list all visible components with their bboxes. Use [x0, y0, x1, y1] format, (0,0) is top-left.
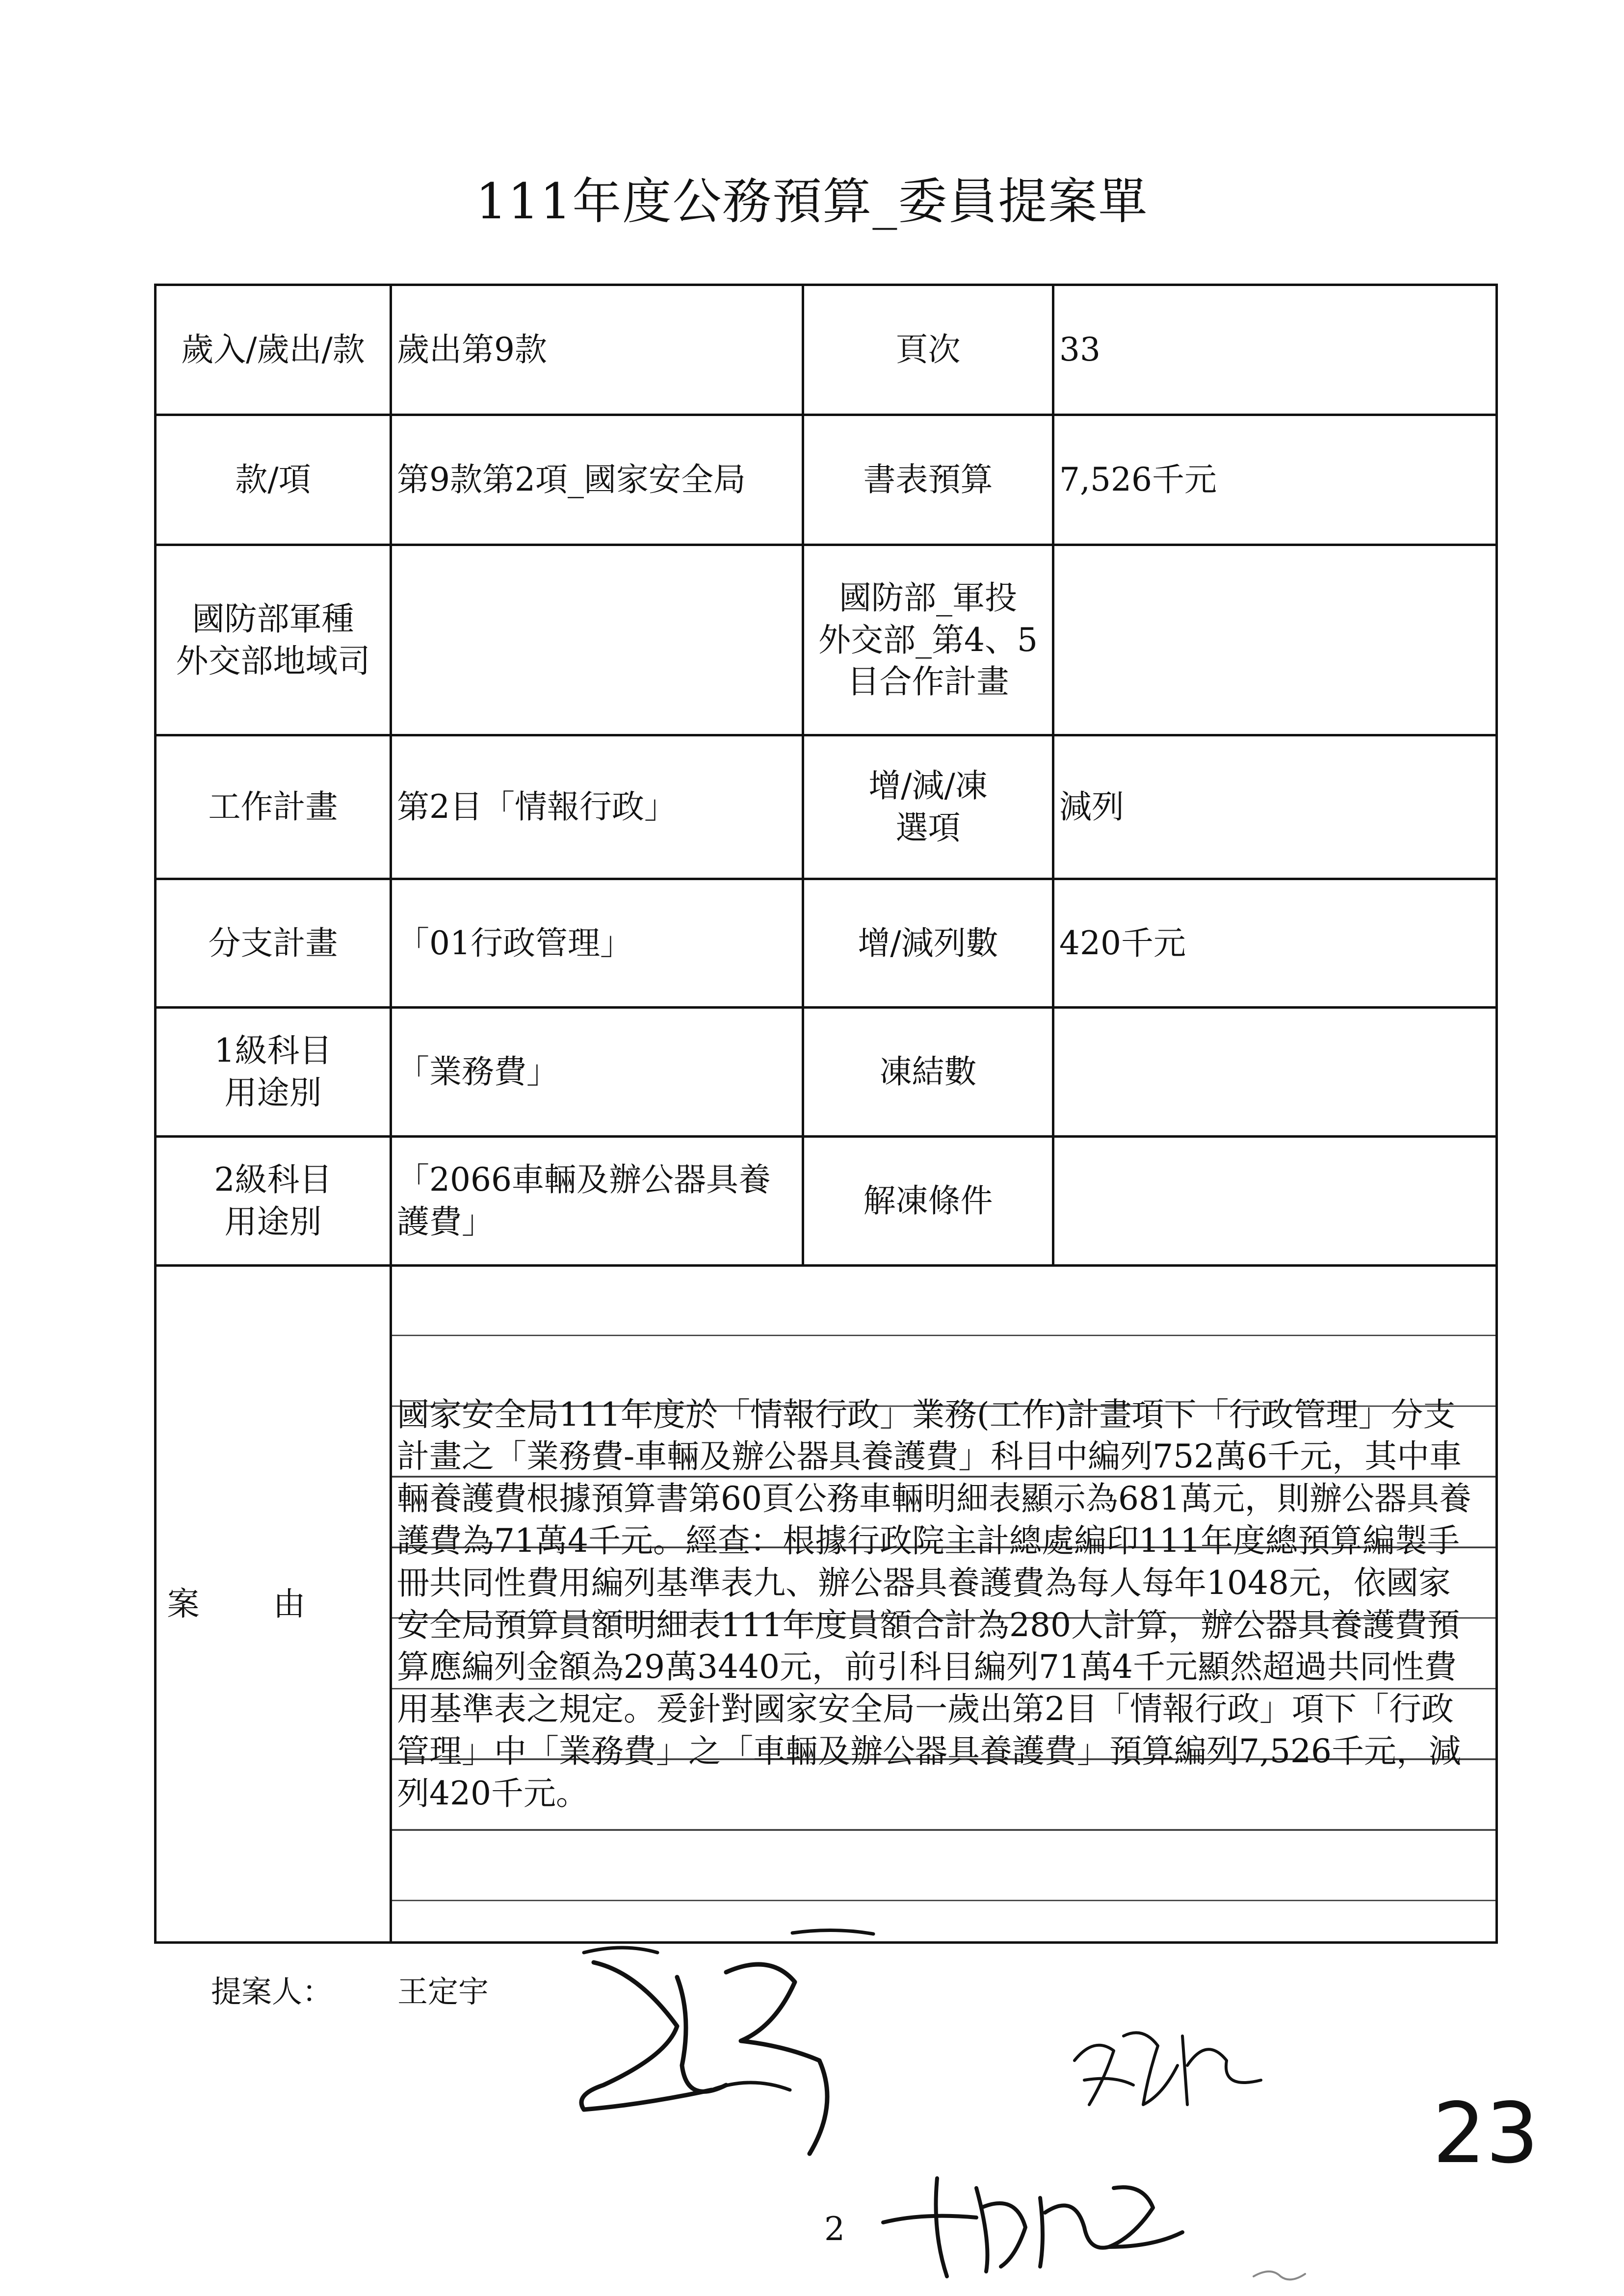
label-unfreeze-condition: 解凍條件: [803, 1137, 1053, 1266]
label-budget-type: 歲入/歲出/款: [156, 285, 391, 415]
label-work-plan: 工作計畫: [156, 735, 391, 879]
value-unfreeze-condition: [1053, 1137, 1497, 1266]
label-ministry-line-1: 國防部軍種: [192, 600, 354, 638]
label-option-line-1: 增/減/凍: [868, 767, 988, 805]
label-change-amount: 增/減列數: [803, 879, 1053, 1008]
value-level2-subject: [391, 1137, 803, 1266]
label-ministry-line-2: 外交部地域司: [176, 642, 370, 680]
label-level2-subject: [156, 1137, 391, 1266]
label-section: 款/項: [156, 415, 391, 545]
label-option-line-2: 選項: [895, 809, 961, 847]
label-level2-line-2: 用途別: [224, 1203, 322, 1241]
row-reason: [156, 1266, 1497, 1943]
label-ministry-plan-line-3: 目合作計畫: [847, 663, 1009, 701]
label-page: 頁次: [803, 285, 1053, 415]
handwritten-page-number: 23: [1433, 2085, 1539, 2182]
row-ministry: [156, 545, 1497, 735]
signature-1: [564, 1943, 908, 2178]
proposer-label: 提案人：: [211, 1974, 333, 2009]
label-level1-subject: [156, 1008, 391, 1137]
value-level2-line-2: 護費」: [397, 1203, 494, 1241]
value-level1-subject: 「業務費」: [391, 1008, 803, 1137]
value-ministry-division: [391, 545, 803, 735]
label-branch-plan: 分支計畫: [156, 879, 391, 1008]
reason-line: 護費為71萬4千元。經查：根據行政院主計總處編印111年度總預算編製手: [397, 1521, 1460, 1560]
reason-line: 輛養護費根據預算書第60頁公務車輛明細表顯示為681萬元，則辦公器具養: [397, 1480, 1471, 1518]
label-option: [803, 735, 1053, 879]
label-ministry-plan-line-2: 外交部_第4、5: [818, 621, 1038, 659]
row-level1: [156, 1008, 1497, 1137]
row-budget-type: [156, 285, 1497, 415]
value-work-plan: 第2目「情報行政」: [391, 735, 803, 879]
value-page: 33: [1053, 285, 1497, 415]
value-frozen-amount: [1053, 1008, 1497, 1137]
proposer-name: 王定宇: [397, 1974, 489, 2009]
value-change-amount: 420千元: [1053, 879, 1497, 1008]
value-budget-type: 歲出第9款: [391, 285, 803, 415]
signature-2: [1065, 2007, 1271, 2134]
reason-line: 冊共同性費用編列基準表九、辦公器具養護費為每人每年1048元，依國家: [397, 1564, 1451, 1602]
value-book-budget: 7,526千元: [1053, 415, 1497, 545]
label-reason: 案由: [156, 1266, 391, 1943]
row-section: [156, 415, 1497, 545]
reason-text: [391, 1266, 1497, 1943]
label-level2-line-1: 2級科目: [214, 1161, 332, 1199]
reason-line: 列420千元。: [397, 1774, 588, 1812]
label-ministry-plan-line-1: 國防部_軍投: [839, 578, 1017, 617]
faint-mark: [1251, 2262, 1310, 2286]
value-level2-line-1: 「2066車輛及辦公器具養: [397, 1161, 771, 1199]
label-level1-line-2: 用途別: [224, 1074, 322, 1112]
reason-line: 算應編列金額為29萬3440元，前引科目編列71萬4千元顯然超過共同性費: [397, 1648, 1457, 1686]
proposal-form-table: [154, 284, 1498, 1944]
label-level1-line-1: 1級科目: [214, 1032, 332, 1070]
row-branch-plan: [156, 879, 1497, 1008]
value-ministry-plan: [1053, 545, 1497, 735]
value-branch-plan: 「01行政管理」: [391, 879, 803, 1008]
signature-3: [878, 2149, 1212, 2286]
reason-line: 國家安全局111年度於「情報行政」業務(工作)計畫項下「行政管理」分支: [397, 1395, 1456, 1434]
label-frozen-amount: 凍結數: [803, 1008, 1053, 1137]
label-ministry-plan: [803, 545, 1053, 735]
page-title: 111年度公務預算_委員提案單: [475, 173, 1149, 230]
reason-line: 管理」中「業務費」之「車輛及辦公器具養護費」預算編列7,526千元，減: [397, 1732, 1461, 1770]
value-option: 減列: [1053, 735, 1497, 879]
reason-line: 用基準表之規定。爰針對國家安全局一歲出第2目「情報行政」項下「行政: [397, 1690, 1454, 1728]
row-work-plan: [156, 735, 1497, 879]
page-number: 2: [824, 2210, 845, 2248]
handwritten-dash: [790, 1923, 878, 1943]
reason-line: 計畫之「業務費-車輛及辦公器具養護費」科目中編列752萬6千元，其中車: [397, 1437, 1462, 1476]
row-level2: [156, 1137, 1497, 1266]
label-book-budget: 書表預算: [803, 415, 1053, 545]
value-section: 第9款第2項_國家安全局: [391, 415, 803, 545]
label-ministry-division: [156, 545, 391, 735]
reason-line: 安全局預算員額明細表111年度員額合計為280人計算，辦公器具養護費預: [397, 1606, 1460, 1644]
